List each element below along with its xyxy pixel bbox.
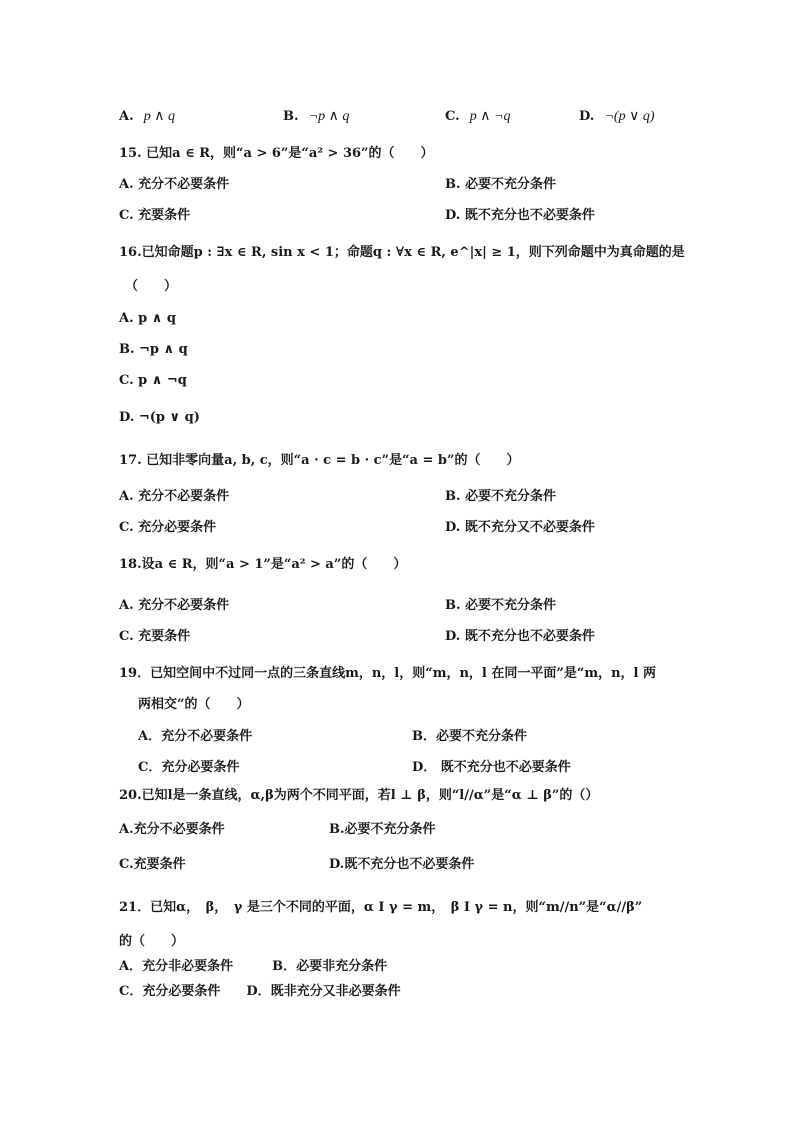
q20-option-d: D.既不充分也不必要条件 (329, 857, 475, 872)
q14-option-a-expr: p ∧ q (143, 109, 176, 124)
q14-option-d (579, 108, 655, 126)
q15-option-b: B. 必要不充分条件 (445, 177, 557, 192)
q19-option-a: A．充分不必要条件 (138, 729, 253, 744)
q19-option-c: C．充分必要条件 (138, 760, 240, 775)
q14-option-a (119, 108, 175, 126)
q15-option-c: C. 充要条件 (119, 208, 191, 223)
q21-options-cd: C．充分必要条件 D．既非充分又非必要条件 (119, 984, 401, 999)
q20-option-c: C.充要条件 (119, 857, 186, 872)
q18-stem: 18.设a ∈ R，则“a > 1”是“a² > a”的（ ） (119, 557, 407, 572)
q16-stem: 16.已知命题p : ∃x ∈ R, sin x < 1；命题q : ∀x ∈ R, e^|x| ≥ 1，则下列命题中为真命题的是 (119, 245, 685, 260)
q18-option-a: A. 充分不必要条件 (119, 598, 230, 613)
q19-stem-line1: 19．已知空间中不过同一点的三条直线m，n，l，则“m，n，l 在同一平面”是“m，n，l 两 (119, 666, 657, 681)
q15-stem: 15. 已知a ∈ R，则“a > 6”是“a² > 36”的（ ） (119, 146, 434, 161)
q15-option-d: D. 既不充分也不必要条件 (445, 208, 595, 223)
q21-stem-line1: 21．已知α， β， γ 是三个不同的平面，α Ι γ = m， β Ι γ = n，则“m//n”是“α//β” (119, 900, 643, 915)
q14-option-a-label: A. (119, 109, 134, 124)
q19-stem-line2: 两相交”的（ ） (138, 697, 250, 712)
q14-option-b-expr: ¬p ∧ q (308, 109, 350, 124)
q16-option-c: C. p ∧ ¬q (119, 373, 187, 388)
q17-option-a: A. 充分不必要条件 (119, 489, 230, 504)
q18-option-d: D. 既不充分也不必要条件 (445, 629, 595, 644)
q21-stem-line2: 的（ ） (119, 934, 185, 949)
q19-option-d: D． 既不充分也不必要条件 (412, 760, 571, 775)
q14-option-b-label: B. (283, 109, 299, 124)
q14-option-c (445, 108, 511, 126)
q16-option-a: A. p ∧ q (119, 311, 176, 326)
q16-option-d: D. ¬(p ∨ q) (119, 410, 200, 425)
q16-option-b: B. ¬p ∧ q (119, 342, 188, 357)
q14-option-d-expr: ¬(p ∨ q) (604, 109, 655, 124)
q14-option-c-expr: p ∧ ¬q (469, 109, 511, 124)
q20-option-b: B.必要不充分条件 (329, 822, 436, 837)
q15-option-a: A. 充分不必要条件 (119, 177, 230, 192)
q17-option-c: C. 充分必要条件 (119, 520, 217, 535)
q14-option-b (283, 108, 349, 126)
q17-option-d: D. 既不充分又不必要条件 (445, 520, 595, 535)
q18-option-c: C. 充要条件 (119, 629, 191, 644)
q17-option-b: B. 必要不充分条件 (445, 489, 557, 504)
q16-answer-bracket: （ ） (125, 279, 178, 294)
q19-option-b: B．必要不充分条件 (412, 729, 527, 744)
q20-stem: 20.已知l是一条直线，α,β为两个不同平面，若l ⊥ β，则“l//α”是“α ⊥ β”的（） (119, 788, 599, 803)
q14-option-c-label: C. (445, 109, 460, 124)
q14-option-d-label: D. (579, 109, 595, 124)
q21-options-ab: A．充分非必要条件 B．必要非充分条件 (119, 959, 388, 974)
q18-option-b: B. 必要不充分条件 (445, 598, 557, 613)
q20-option-a: A.充分不必要条件 (119, 822, 225, 837)
q17-stem: 17. 已知非零向量a, b, c，则“a · c = b · c”是“a = b”的（ ） (119, 453, 520, 468)
